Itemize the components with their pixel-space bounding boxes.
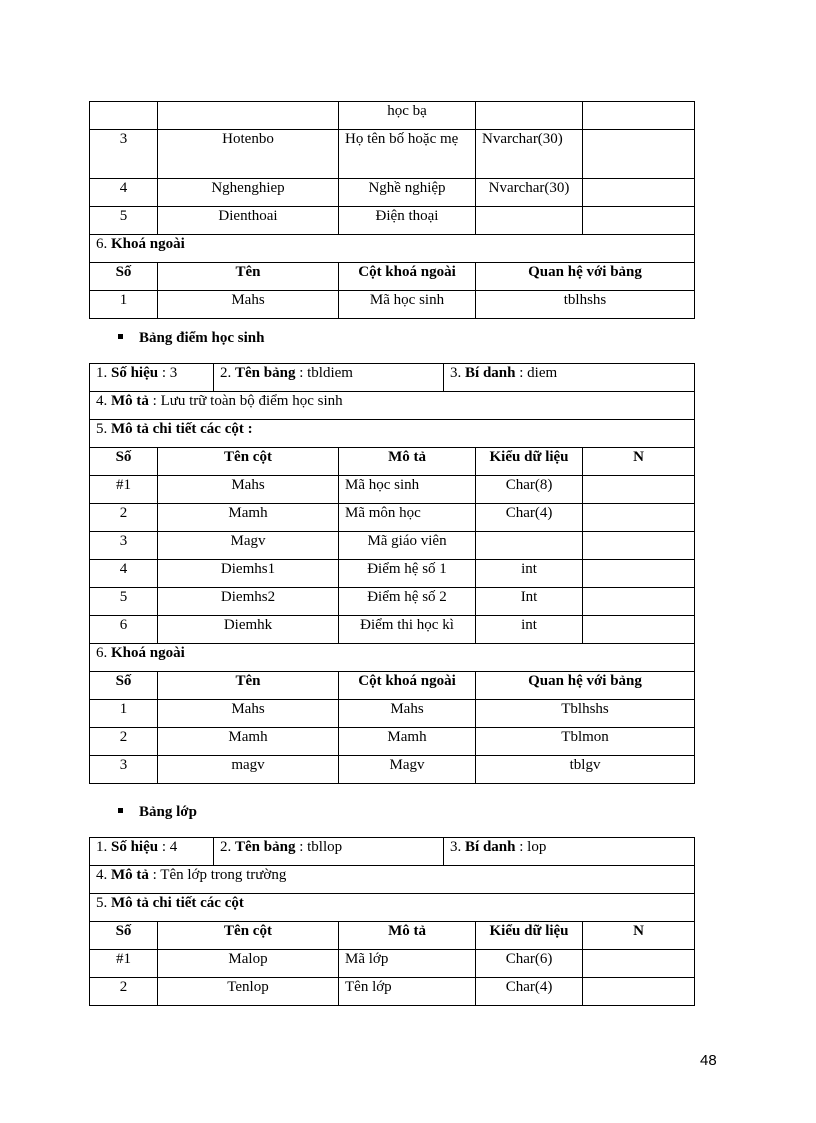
table-header-row: Số Tên Cột khoá ngoài Quan hệ với bảng xyxy=(90,263,695,291)
table-row: 2 Mamh Mã môn học Char(4) xyxy=(90,504,695,532)
table-info-row: 1. Số hiệu : 4 2. Tên bảng : tbllop 3. Bí danh : lop xyxy=(90,838,695,866)
table-row: 3 magv Magv tblgv xyxy=(90,756,695,784)
table-row: 2 Tenlop Tên lớp Char(4) xyxy=(90,978,695,1006)
table-info-row: 4. Mô tả : Lưu trữ toàn bộ điểm học sinh xyxy=(90,392,695,420)
table-row: 1 Mahs Mã học sinh tblhshs xyxy=(90,291,695,319)
table-header-row: Số Tên cột Mô tả Kiểu dữ liệu N xyxy=(90,922,695,950)
table-row: #1 Mahs Mã học sinh Char(8) xyxy=(90,476,695,504)
bullet-icon xyxy=(118,334,123,339)
bullet-icon xyxy=(118,808,123,813)
table-row: 4 Diemhs1 Điểm hệ số 1 int xyxy=(90,560,695,588)
section-heading-lop: Bảng lớp xyxy=(118,802,197,822)
table-row: 6 Diemhk Điểm thi học kì int xyxy=(90,616,695,644)
table-header-row: Số Tên Cột khoá ngoài Quan hệ với bảng xyxy=(90,672,695,700)
table-info-row: 4. Mô tả : Tên lớp trong trường xyxy=(90,866,695,894)
table-header-row: Số Tên cột Mô tả Kiểu dữ liệu N xyxy=(90,448,695,476)
table-lop xyxy=(89,837,695,1006)
page-number: 48 xyxy=(700,1052,717,1069)
table-info-row: 1. Số hiệu : 3 2. Tên bảng : tbldiem 3. Bí danh : diem xyxy=(90,364,695,392)
table-row: 5 Diemhs2 Điểm hệ số 2 Int xyxy=(90,588,695,616)
table-row: học bạ xyxy=(90,102,695,130)
section-label-row: 6. Khoá ngoài xyxy=(90,235,695,263)
table-diem xyxy=(89,363,695,784)
table-info-row: 5. Mô tả chi tiết các cột xyxy=(90,894,695,922)
table-row: #1 Malop Mã lớp Char(6) xyxy=(90,950,695,978)
section-heading-diem: Bảng điểm học sinh xyxy=(118,328,264,348)
table-row: 2 Mamh Mamh Tblmon xyxy=(90,728,695,756)
table-row: 1 Mahs Mahs Tblhshs xyxy=(90,700,695,728)
table-continued xyxy=(89,101,695,319)
table-row: 4 Nghenghiep Nghề nghiệp Nvarchar(30) xyxy=(90,179,695,207)
table-info-row: 5. Mô tả chi tiết các cột : xyxy=(90,420,695,448)
section-label-row: 6. Khoá ngoài xyxy=(90,644,695,672)
table-row: 5 Dienthoai Điện thoại xyxy=(90,207,695,235)
table-row: 3 Magv Mã giáo viên xyxy=(90,532,695,560)
table-row: 3 Hotenbo Họ tên bố hoặc mẹ Nvarchar(30) xyxy=(90,130,695,179)
